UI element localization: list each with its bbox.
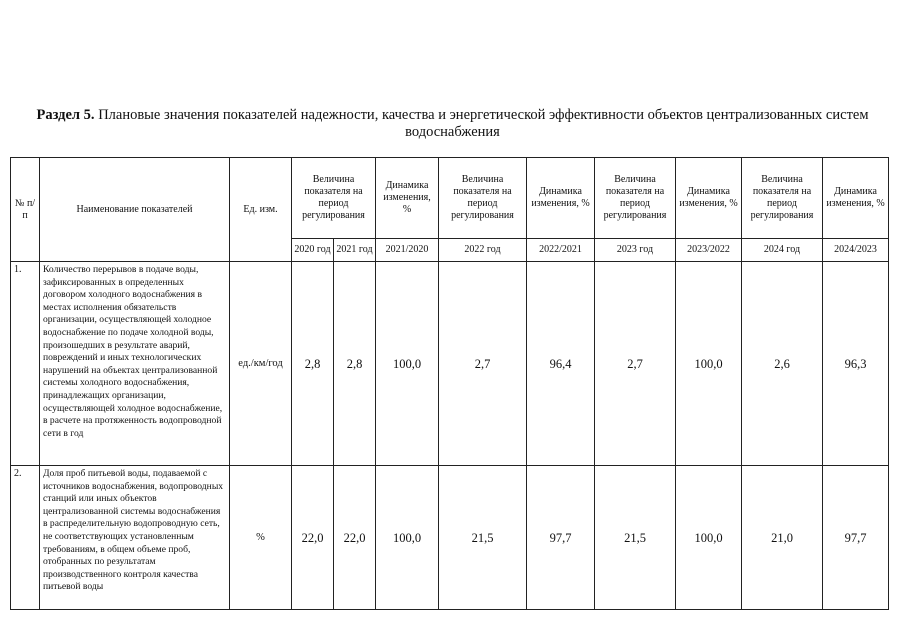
- header-value-2020-2021: Величина показателя на период регулирования: [292, 158, 376, 239]
- subheader-2021-2020: 2021/2020: [376, 239, 439, 262]
- cell-2021: 22,0: [334, 466, 376, 610]
- header-dynamics-2023: Динамика изменения, %: [676, 158, 742, 239]
- cell-2024: 2,6: [742, 262, 823, 466]
- row-num: 2.: [11, 466, 40, 610]
- cell-2020: 2,8: [292, 262, 334, 466]
- header-value-2022: Величина показателя на период регулирования: [439, 158, 527, 239]
- cell-2022-2021: 96,4: [527, 262, 595, 466]
- cell-2020: 22,0: [292, 466, 334, 610]
- cell-2021: 2,8: [334, 262, 376, 466]
- header-dynamics-2022: Динамика изменения, %: [527, 158, 595, 239]
- header-name: Наименование показателей: [40, 158, 230, 262]
- subheader-2021: 2021 год: [334, 239, 376, 262]
- header-value-2024: Величина показателя на период регулирования: [742, 158, 823, 239]
- table-row: [11, 466, 889, 610]
- subheader-2024-2023: 2024/2023: [823, 239, 889, 262]
- subheader-2023: 2023 год: [595, 239, 676, 262]
- indicators-table: [10, 157, 889, 610]
- header-value-2023: Величина показателя на период регулирования: [595, 158, 676, 239]
- section-title: [20, 107, 885, 141]
- header-num: № п/п: [11, 158, 40, 262]
- cell-2023: 21,5: [595, 466, 676, 610]
- row-num: 1.: [11, 262, 40, 466]
- table-row: [11, 262, 889, 466]
- subheader-2022-2021: 2022/2021: [527, 239, 595, 262]
- row-name: Доля проб питьевой воды, подаваемой с источников водоснабжения, водопроводных станций или иных объектов централизованной системы водоснабжения в распределительную водопроводную сеть, не соответствующих установленным требованиям, в общем объеме проб, отобранных по результатам производственного контроля качества питьевой воды: [40, 466, 230, 610]
- row-unit: ед./км/год: [230, 262, 292, 466]
- cell-2024: 21,0: [742, 466, 823, 610]
- cell-2023: 2,7: [595, 262, 676, 466]
- subheader-2024: 2024 год: [742, 239, 823, 262]
- cell-2024-2023: 97,7: [823, 466, 889, 610]
- cell-2022-2021: 97,7: [527, 466, 595, 610]
- row-unit: %: [230, 466, 292, 610]
- row-name: Количество перерывов в подаче воды, зафиксированных в определенных договором холодного водоснабжения в местах исполнения обязательств организации, осуществляющей холодное водоснабжение по подаче холодной воды, произошедших в результате аварий, повреждений и иных технологических нарушений на объектах централизованной системы холодного водоснабжения, принадлежащих организации, осуществляющей холодное водоснабжение, в расчете на протяженность водопроводной сети в год: [40, 262, 230, 466]
- cell-2024-2023: 96,3: [823, 262, 889, 466]
- cell-2021-2020: 100,0: [376, 262, 439, 466]
- cell-2023-2022: 100,0: [676, 466, 742, 610]
- header-dynamics-2021: Динамика изменения, %: [376, 158, 439, 239]
- header-unit: Ед. изм.: [230, 158, 292, 262]
- subheader-2020: 2020 год: [292, 239, 334, 262]
- header-dynamics-2024: Динамика изменения, %: [823, 158, 889, 239]
- subheader-2023-2022: 2023/2022: [676, 239, 742, 262]
- subheader-2022: 2022 год: [439, 239, 527, 262]
- cell-2022: 2,7: [439, 262, 527, 466]
- cell-2021-2020: 100,0: [376, 466, 439, 610]
- section-number: Раздел 5.: [36, 107, 95, 123]
- cell-2022: 21,5: [439, 466, 527, 610]
- cell-2023-2022: 100,0: [676, 262, 742, 466]
- section-title-text: Плановые значения показателей надежности, качества и энергетической эффективности объектов централизованных систем водоснабжения: [94, 107, 869, 140]
